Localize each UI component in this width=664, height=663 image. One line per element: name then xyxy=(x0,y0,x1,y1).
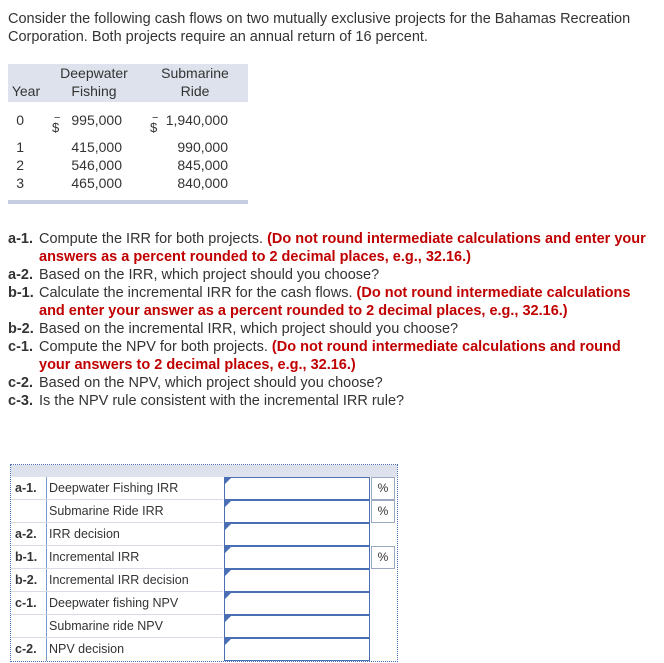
question-label: b-2. xyxy=(8,321,34,337)
cashflow-row-1 xyxy=(8,138,248,156)
answer-row-b1 xyxy=(11,546,397,569)
row-label: a-1. xyxy=(15,481,37,495)
question-b2 xyxy=(8,320,648,338)
question-text: Based on the IRR, which project should you choose? xyxy=(39,267,380,283)
question-label: a-2. xyxy=(8,267,33,283)
submarine-cell: 840,000 xyxy=(177,175,228,191)
answer-table xyxy=(10,464,398,662)
question-note: (Do not round intermediate calculations and enter your answers as a percent rounded to 2 decimal places, e.g., 32.16.) xyxy=(39,231,646,265)
input-marker-icon xyxy=(225,547,231,553)
header-deepwater-line1: Deepwater xyxy=(60,65,128,81)
cashflow-table-header xyxy=(8,64,248,102)
question-text: Compute the IRR for both projects. xyxy=(39,231,268,247)
answer-row-a2 xyxy=(11,523,397,546)
input-marker-icon xyxy=(225,524,231,530)
deepwater-cell: 415,000 xyxy=(71,139,122,155)
submarine-cell: 845,000 xyxy=(177,157,228,173)
irr-decision-select[interactable] xyxy=(224,523,370,546)
question-text: Based on the incremental IRR, which project should you choose? xyxy=(39,321,459,337)
question-label: a-1. xyxy=(8,231,33,247)
input-marker-icon xyxy=(225,570,231,576)
submarine-irr-input[interactable] xyxy=(224,500,370,523)
deepwater-irr-input[interactable] xyxy=(224,477,370,500)
submarine-npv-input[interactable] xyxy=(224,615,370,638)
cashflow-row-0 xyxy=(8,111,248,133)
row-description: Submarine ride NPV xyxy=(49,619,163,633)
row-description: Deepwater fishing NPV xyxy=(49,596,179,610)
header-submarine-line1: Submarine xyxy=(161,65,229,81)
table-bottom-rule xyxy=(8,200,248,204)
currency-symbol: $ xyxy=(52,120,60,135)
input-marker-icon xyxy=(225,478,231,484)
submarine-cell: 990,000 xyxy=(177,139,228,155)
input-marker-icon xyxy=(225,501,231,507)
question-c1 xyxy=(8,338,648,374)
question-a2 xyxy=(8,266,648,284)
currency-symbol: $ xyxy=(150,120,158,135)
question-b1 xyxy=(8,284,648,320)
question-label: c-1. xyxy=(8,339,33,355)
row-description: Submarine Ride IRR xyxy=(49,504,164,518)
question-list xyxy=(8,230,648,410)
row-description: Deepwater Fishing IRR xyxy=(49,481,179,495)
deepwater-cell: 995,000 xyxy=(71,112,122,128)
row-label: c-1. xyxy=(15,596,37,610)
percent-unit: % xyxy=(371,546,395,569)
header-submarine-line2: Ride xyxy=(180,83,210,99)
row-description: IRR decision xyxy=(49,527,120,541)
answer-row-c1-submarine xyxy=(11,615,397,638)
incremental-irr-decision-select[interactable] xyxy=(224,569,370,592)
incremental-irr-input[interactable] xyxy=(224,546,370,569)
answer-row-c1-deepwater xyxy=(11,592,397,615)
negative-sign: − xyxy=(54,112,61,124)
question-note: (Do not round intermediate calculations and round your answers to 2 decimal places, e.g., 32.16.) xyxy=(39,339,621,373)
year-cell: 2 xyxy=(16,157,24,173)
header-year: Year xyxy=(11,83,41,99)
cashflow-row-3 xyxy=(8,174,248,192)
cashflow-table xyxy=(8,64,248,192)
question-label: b-1. xyxy=(8,285,34,301)
input-marker-icon xyxy=(225,639,231,645)
question-c2 xyxy=(8,374,648,392)
input-marker-icon xyxy=(225,616,231,622)
input-marker-icon xyxy=(225,593,231,599)
answer-row-b2 xyxy=(11,569,397,592)
year-cell: 1 xyxy=(16,139,24,155)
row-label: b-2. xyxy=(15,573,38,587)
year-cell: 0 xyxy=(16,112,24,128)
submarine-cell: 1,940,000 xyxy=(165,112,228,128)
answer-table-header xyxy=(11,465,397,477)
percent-unit: % xyxy=(371,500,395,523)
year-cell: 3 xyxy=(16,175,24,191)
question-label: c-2. xyxy=(8,375,33,391)
deepwater-npv-input[interactable] xyxy=(224,592,370,615)
row-description: Incremental IRR xyxy=(49,550,140,564)
answer-row-a1-submarine xyxy=(11,500,397,523)
row-label: b-1. xyxy=(15,550,38,564)
question-text: Compute the NPV for both projects. xyxy=(39,339,272,355)
row-label: a-2. xyxy=(15,527,37,541)
answer-row-c2 xyxy=(11,638,397,661)
header-deepwater-line2: Fishing xyxy=(71,83,117,99)
npv-decision-select[interactable] xyxy=(224,638,370,661)
answer-row-a1-deepwater xyxy=(11,477,397,500)
question-text: Calculate the incremental IRR for the cash flows. xyxy=(39,285,357,301)
row-description: NPV decision xyxy=(49,642,125,656)
question-text: Is the NPV rule consistent with the incremental IRR rule? xyxy=(39,393,405,409)
row-description: Incremental IRR decision xyxy=(49,573,189,587)
question-text: Based on the NPV, which project should you choose? xyxy=(39,375,383,391)
cashflow-row-2 xyxy=(8,156,248,174)
negative-sign: − xyxy=(152,112,159,124)
question-c3 xyxy=(8,392,648,410)
percent-unit: % xyxy=(371,477,395,500)
question-label: c-3. xyxy=(8,393,33,409)
question-a1 xyxy=(8,230,648,266)
deepwater-cell: 546,000 xyxy=(71,157,122,173)
problem-intro: Consider the following cash flows on two mutually exclusive projects for the Bahamas Recreation Corporation. Both projects require an annual return of 16 percent. xyxy=(8,11,631,45)
deepwater-cell: 465,000 xyxy=(71,175,122,191)
question-note: (Do not round intermediate calculations and enter your answer as a percent rounded to 2 decimal places, e.g., 32.16.) xyxy=(39,285,631,319)
row-label: c-2. xyxy=(15,642,37,656)
